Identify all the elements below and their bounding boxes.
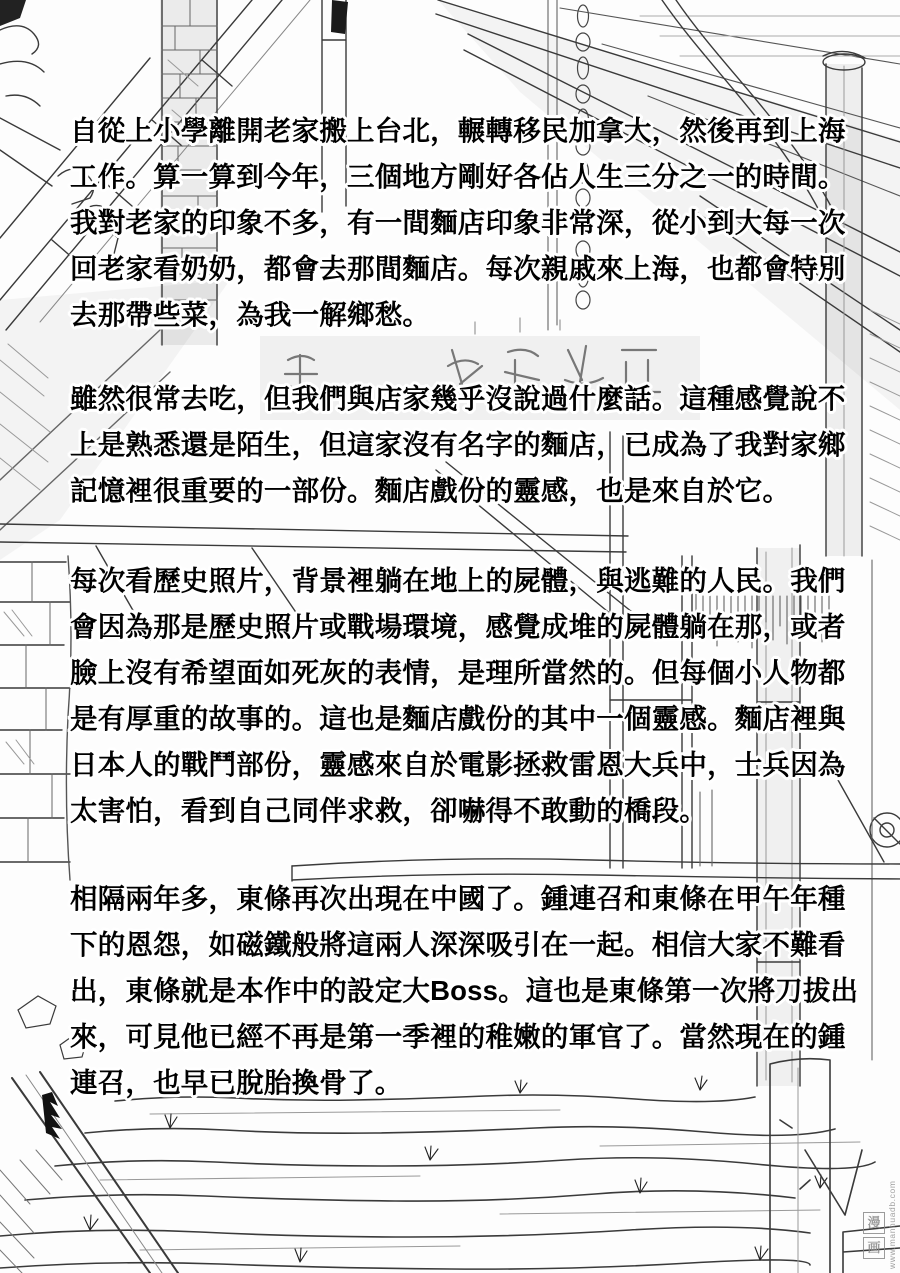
- text-line: 相隔兩年多，東條再次出現在中國了。鍾連召和東條在甲午年種: [70, 883, 846, 914]
- watermark-logo-top-seal: 漫: [863, 1212, 885, 1234]
- watermark: [863, 1173, 897, 1269]
- text-line: 回老家看奶奶，都會去那間麵店。每次親戚來上海，也都會特別: [70, 253, 846, 284]
- text-line: 會因為那是歷史照片或戰場環境，感覺成堆的屍體躺在那，或者: [70, 611, 846, 642]
- text-line: 日本人的戰鬥部份，靈感來自於電影拯救雷恩大兵中，士兵因為: [70, 749, 846, 780]
- afterword-paragraph-3: [70, 558, 846, 834]
- text-line: 每次看歷史照片，背景裡躺在地上的屍體，與逃難的人民。我們: [70, 565, 846, 596]
- text-line: 工作。算一算到今年，三個地方剛好各佔人生三分之一的時間。: [70, 161, 846, 192]
- text-line: 來，可見他已經不再是第一季裡的稚嫩的軍官了。當然現在的鍾: [70, 1021, 846, 1052]
- watermark-logo: [863, 1212, 885, 1259]
- afterword-paragraph-1: [70, 108, 846, 338]
- text-line: 去那帶些菜，為我一解鄉愁。: [70, 299, 431, 330]
- text-line: 下的恩怨，如磁鐵般將這兩人深深吸引在一起。相信大家不難看: [70, 929, 846, 960]
- watermark-url: www.manhuadb.com: [887, 1180, 897, 1269]
- text-line: 臉上沒有希望面如死灰的表情，是理所當然的。但每個小人物都: [70, 657, 846, 688]
- watermark-logo-bottom-seal: 画: [863, 1237, 885, 1259]
- text-line: 太害怕，看到自己同伴求救，卻嚇得不敢動的橋段。: [70, 795, 708, 826]
- text-line: 是有厚重的故事的。這也是麵店戲份的其中一個靈感。麵店裡與: [70, 703, 846, 734]
- text-line: 出，東條就是本作中的設定大Boss。這也是東條第一次將刀拔出: [70, 975, 859, 1006]
- text-line: 記憶裡很重要的一部份。麵店戲份的靈感，也是來自於它。: [70, 475, 791, 506]
- text-line: 自從上小學離開老家搬上台北，輾轉移民加拿大，然後再到上海: [70, 115, 846, 146]
- text-line: 上是熟悉還是陌生，但這家沒有名字的麵店，已成為了我對家鄉: [70, 429, 846, 460]
- afterword-paragraph-2: [70, 376, 846, 514]
- afterword-paragraph-4: [70, 876, 858, 1106]
- text-line: 雖然很常去吃，但我們與店家幾乎沒說過什麼話。這種感覺說不: [70, 383, 846, 414]
- text-line: 我對老家的印象不多，有一間麵店印象非常深，從小到大每一次: [70, 207, 846, 238]
- text-line: 連召，也早已脫胎換骨了。: [70, 1067, 403, 1098]
